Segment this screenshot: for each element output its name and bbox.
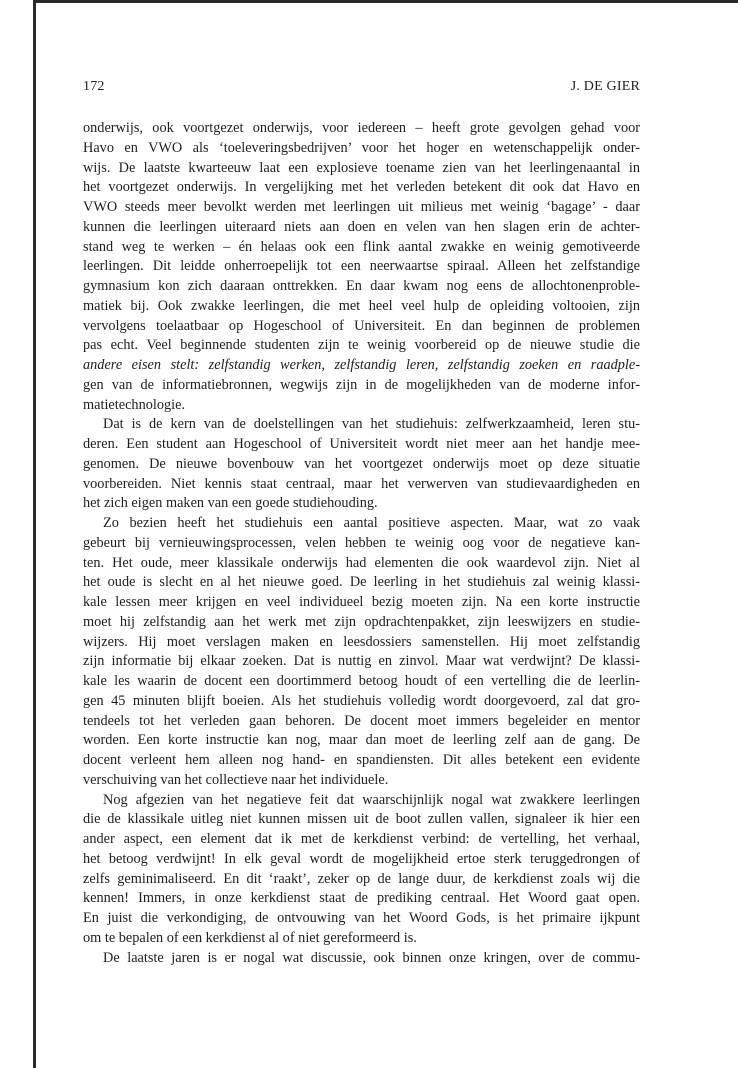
text-line: het zich eigen maken van een goede studiehouding. (83, 495, 378, 512)
text-line: gebeurt bij vernieuwingsprocessen, velen hebben te weinig oog voor de negatieve kan- (83, 534, 640, 551)
text-line: wijzers. Hij moet verslagen maken en leesdossiers samenstellen. Hij moet zelfstandig (83, 633, 640, 650)
text-line: ten. Het oude, meer klassikale onderwijs had elementen die ook waardevol zijn. Niet al (83, 554, 640, 571)
text-line: ander aspect, een element dat ik met de kerkdienst verbind: de vertelling, het verhaal, (83, 831, 640, 847)
body-text (83, 119, 640, 968)
text-line: Havo en VWO als ‘toeleveringsbedrijven’ voor het hoger en wetenschappelijk onder- (83, 139, 640, 156)
text-line: het betoog verdwijnt! In elk geval wordt de mogelijkheid ertoe sterk teruggedrongen of (83, 850, 640, 867)
text-line: En juist die verkondiging, de ontvouwing van het Woord Gods, is het primaire ijkpunt (83, 910, 640, 926)
text-line: Nog afgezien van het negatieve feit dat waarschijnlijk nogal wat zwakkere leerlingen (103, 791, 640, 808)
text-line: kunnen die leerlingen uiteraard niets aan doen en velen van hen slagen erin de achter- (83, 218, 640, 235)
text-line: gen 45 minuten blijft boeien. Als het studiehuis volledig wordt doorgevoerd, zal dat gro- (83, 692, 640, 709)
text-line: kale lessen meer krijgen en veel individueel bezig moeten zijn. Na een korte instructie (83, 594, 640, 610)
text-line: moet hij zelfstandig aan het werk met zijn opdrachtenpakket, zijn leeswijzers en studie- (83, 613, 640, 630)
text-line: zijn informatie bij elkaar zoeken. Dat is nuttig en zinvol. Maar wat verdwijnt? De klassi- (83, 653, 640, 670)
text-line: gymnasium kon zich daaraan onttrekken. En daar kwam nog eens de allochtonenproble- (83, 278, 640, 294)
text-line: worden. Een korte instructie kan nog, maar dan moet de leerling zelf aan de gang. De (83, 732, 640, 749)
text-line: gen van de informatiebronnen, wegwijs zijn in de mogelijkheden van de moderne infor- (83, 376, 640, 393)
text-line: onderwijs, ook voortgezet onderwijs, voor iedereen – heeft grote gevolgen gehad voor (83, 120, 640, 136)
text-line: Zo bezien heeft het studiehuis een aantal positieve aspecten. Maar, wat zo vaak (103, 515, 640, 531)
text-line: docent verleent hem alleen nog hand- en spandiensten. Dit alles betekent een evidente (83, 752, 640, 768)
text-line: VWO steeds meer bevolkt werden met leerlingen uit milieus met weinig ‘bagage’ - daar (83, 199, 640, 215)
page-header (83, 79, 640, 99)
text-line: zelfs geminimaliseerd. En dit ‘raakt’, zeker op de lange duur, de kerkdienst zoals wij die (83, 870, 640, 887)
page-edge-left (33, 0, 36, 1068)
text-line: leerlingen. Dit leidde onherroepelijk tot een neerwaartse spiraal. Alleen het zelfstandige (83, 258, 640, 275)
text-line: het voortgezet onderwijs. In vergelijking met het verleden betekent dit ook dat Havo en (83, 179, 640, 196)
text-line: genomen. De nieuwe bovenbouw van het voortgezet onderwijs moet op deze situatie (83, 455, 640, 472)
text-line: De laatste jaren is er nogal wat discussie, ook binnen onze kringen, over de commu- (103, 949, 640, 966)
text-line: matietechnologie. (83, 396, 186, 413)
italic-text: andere eisen stelt: zelfstandig werken, zelfstandig leren, zelfstandig zoeken en raadple- (83, 357, 640, 373)
text-line: voorbereiden. Niet kennis staat centraal, maar het verwerven van studievaardigheden en (83, 475, 640, 492)
text-line: die de klassikale uitleg niet kunnen missen uit de boot zullen vallen, signaleer ik hier een (83, 811, 640, 828)
text-line: stand weg te werken – én helaas ook een flink aantal zwakke en weinig gemotiveerde (83, 238, 640, 255)
text-line: kennen! Immers, in onze kerkdienst staat de prediking centraal. Het Woord gaat open. (83, 890, 640, 907)
page-edge-top (36, 0, 738, 3)
text-line: vervolgens toelaatbaar op Hogeschool of Universiteit. En dan beginnen de problemen (83, 317, 640, 334)
text-line: om te bepalen of een kerkdienst al of niet gereformeerd is. (83, 929, 417, 946)
text-line: het oude is slecht en al het nieuwe goed. De leerling in het studiehuis zal weinig klassi- (83, 574, 640, 591)
text-line: pas echt. Veel beginnende studenten zijn te weinig voorbereid op de nieuwe studie die (83, 337, 640, 354)
text-line: kale les waarin de docent een doortimmerd betoog houdt of een vertelling die de leerlin- (83, 673, 640, 689)
text-line: matiek bij. Ook zwakke leerlingen, die met heel veel hulp de opleiding voltooien, zijn (83, 297, 640, 314)
text-line: wijs. De laatste kwarteeuw laat een explosieve toename zien van het leerlingenaantal in (83, 159, 640, 176)
text-line: deren. Een student aan Hogeschool of Universiteit wordt niet meer aan het handje mee- (83, 436, 640, 452)
page-number: 172 (83, 79, 105, 94)
text-line: Dat is de kern van de doelstellingen van het studiehuis: zelfwerkzaamheid, leren stu- (103, 416, 640, 433)
text-line-italic (83, 356, 640, 376)
text-line: verschuiving van het collectieve naar het individuele. (83, 771, 389, 788)
running-head: J. DE GIER (570, 79, 640, 94)
text-line: tendeels tot het verleden gaan behoren. De docent moet immers begeleider en mentor (83, 712, 640, 729)
